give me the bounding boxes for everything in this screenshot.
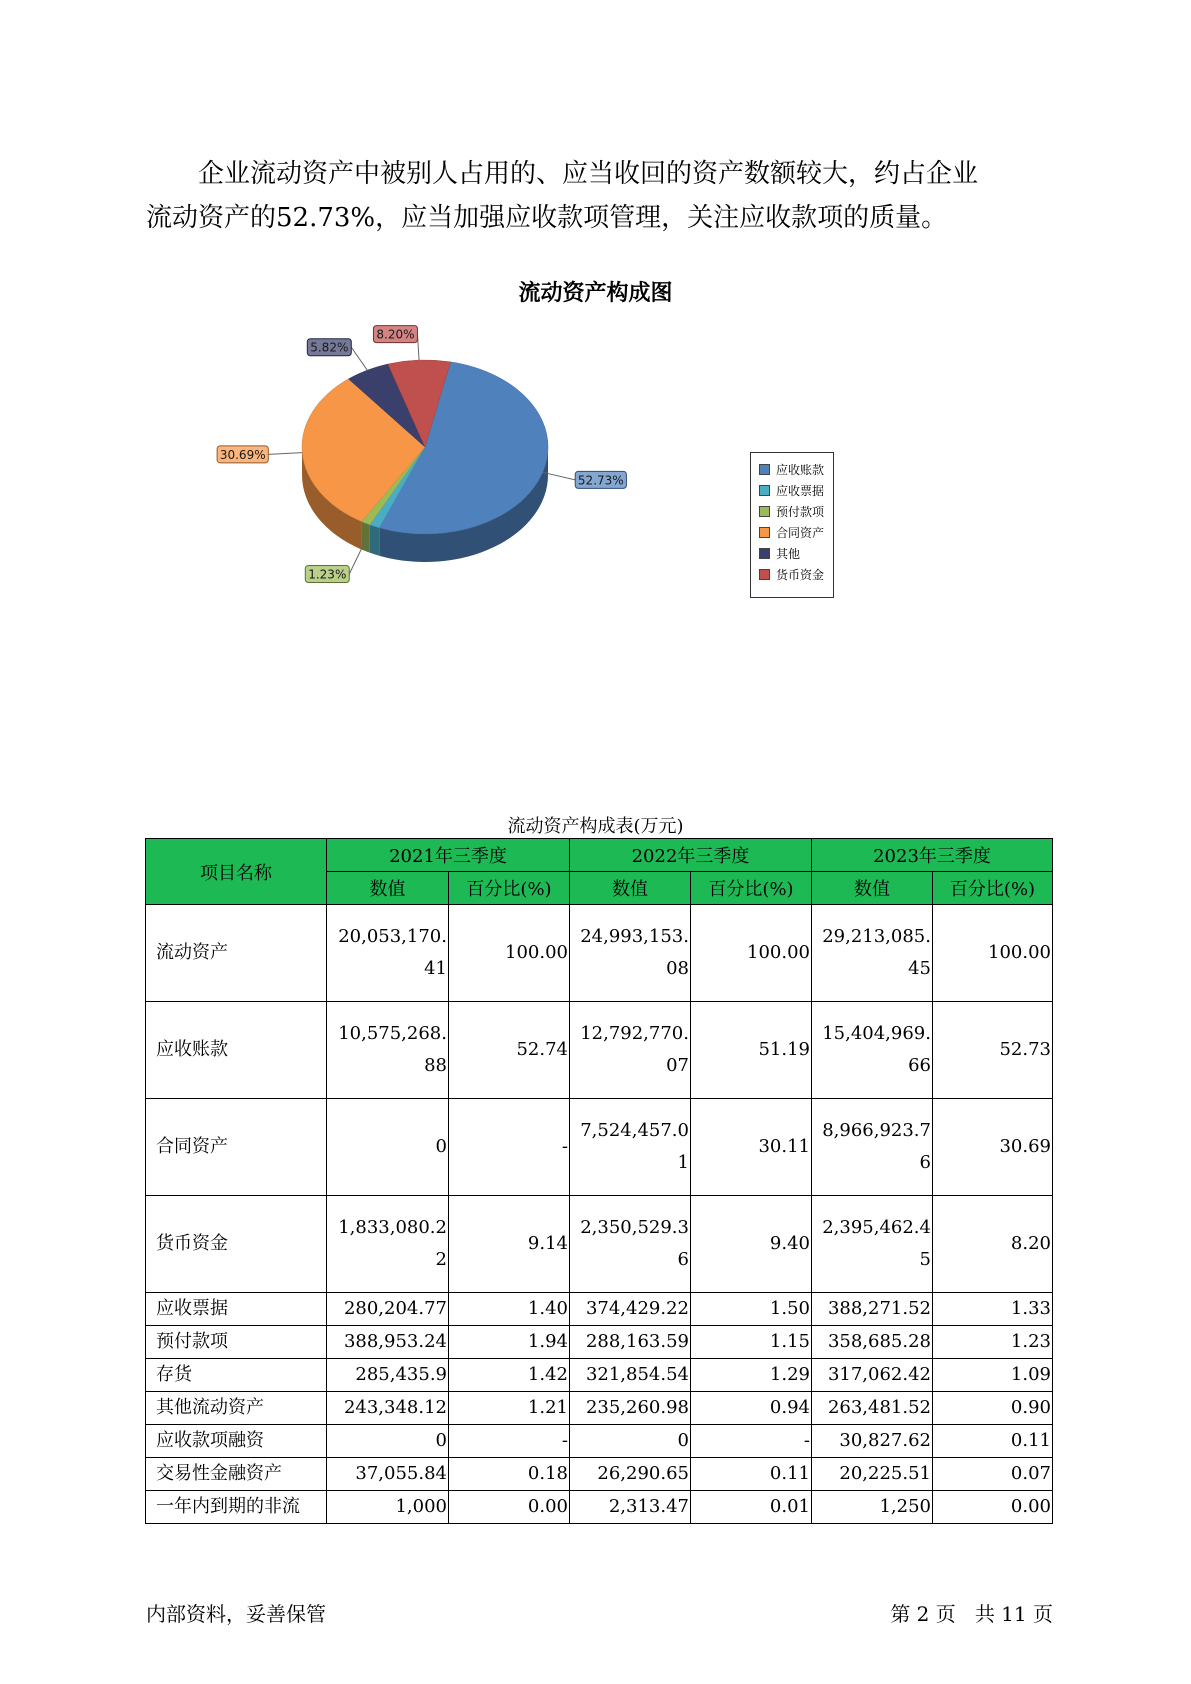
- cell-value: 29,213,085.45: [812, 905, 933, 1002]
- row-name: 一年内到期的非流: [146, 1491, 327, 1524]
- legend-swatch: [759, 527, 770, 538]
- legend-item: [759, 459, 833, 480]
- legend-label: 其他: [776, 547, 801, 561]
- cell-value: 26,290.65: [570, 1458, 691, 1491]
- cell-pct: 1.15: [691, 1326, 812, 1359]
- table-row: [146, 905, 1053, 1002]
- legend-label: 货币资金: [776, 568, 825, 582]
- cell-pct: 0.90: [933, 1392, 1053, 1425]
- header-pct: 百分比(%): [449, 872, 570, 905]
- cell-pct: 1.50: [691, 1293, 812, 1326]
- cell-pct: 9.14: [449, 1196, 570, 1293]
- legend-swatch: [759, 485, 770, 496]
- data-label: 8.20%: [376, 327, 415, 342]
- cell-pct: 0.94: [691, 1392, 812, 1425]
- row-name: 合同资产: [146, 1099, 327, 1196]
- cell-pct: 1.33: [933, 1293, 1053, 1326]
- cell-pct: 1.09: [933, 1359, 1053, 1392]
- cell-pct: 1.21: [449, 1392, 570, 1425]
- pie-slice-side: [370, 525, 379, 556]
- data-label: 52.73%: [577, 473, 624, 488]
- table-row: [146, 1326, 1053, 1359]
- cell-pct: 9.40: [691, 1196, 812, 1293]
- data-label-leader: [268, 453, 302, 455]
- cell-value: 10,575,268.88: [327, 1002, 449, 1099]
- cell-value: 280,204.77: [327, 1293, 449, 1326]
- cell-value: 321,854.54: [570, 1359, 691, 1392]
- data-label: 5.82%: [310, 340, 349, 355]
- row-name: 应收票据: [146, 1293, 327, 1326]
- header-pct: 百分比(%): [933, 872, 1053, 905]
- legend-label: 合同资产: [776, 526, 825, 540]
- data-label: 1.23%: [308, 567, 347, 582]
- cell-value: 0: [327, 1099, 449, 1196]
- cell-pct: 1.29: [691, 1359, 812, 1392]
- cell-value: 30,827.62: [812, 1425, 933, 1458]
- cell-pct: 52.73: [933, 1002, 1053, 1099]
- header-period-2023: 2023年三季度: [812, 839, 1053, 872]
- legend-item: [759, 480, 833, 501]
- table-row: [146, 1425, 1053, 1458]
- data-label-leader: [351, 347, 367, 370]
- cell-value: 2,350,529.36: [570, 1196, 691, 1293]
- cell-value: 235,260.98: [570, 1392, 691, 1425]
- row-name: 货币资金: [146, 1196, 327, 1293]
- cell-value: 24,993,153.08: [570, 905, 691, 1002]
- header-period-2022: 2022年三季度: [570, 839, 812, 872]
- cell-value: 358,685.28: [812, 1326, 933, 1359]
- legend-swatch: [759, 548, 770, 559]
- row-name: 流动资产: [146, 905, 327, 1002]
- cell-pct: 51.19: [691, 1002, 812, 1099]
- legend-swatch: [759, 464, 770, 475]
- legend-label: 预付款项: [776, 505, 825, 519]
- row-name: 存货: [146, 1359, 327, 1392]
- cell-pct: 1.23: [933, 1326, 1053, 1359]
- cell-pct: 0.11: [933, 1425, 1053, 1458]
- legend-item: [759, 564, 833, 585]
- chart-title: 流动资产构成图: [518, 280, 673, 306]
- cell-pct: 0.00: [449, 1491, 570, 1524]
- header-value: 数值: [327, 872, 449, 905]
- table-row: [146, 1392, 1053, 1425]
- table-row: [146, 1458, 1053, 1491]
- cell-value: 374,429.22: [570, 1293, 691, 1326]
- cell-value: 288,163.59: [570, 1326, 691, 1359]
- header-period-2021: 2021年三季度: [327, 839, 570, 872]
- cell-value: 388,271.52: [812, 1293, 933, 1326]
- table-row: [146, 1359, 1053, 1392]
- paragraph-line-2: 流动资产的52.73%，应当加强应收款项管理，关注应收款项的质量。: [146, 203, 948, 233]
- cell-value: 8,966,923.76: [812, 1099, 933, 1196]
- cell-pct: -: [691, 1425, 812, 1458]
- legend-swatch: [759, 506, 770, 517]
- cell-value: 263,481.52: [812, 1392, 933, 1425]
- pie-chart: [0, 320, 1191, 620]
- row-name: 交易性金融资产: [146, 1458, 327, 1491]
- legend-item: [759, 501, 833, 522]
- cell-value: 12,792,770.07: [570, 1002, 691, 1099]
- cell-value: 20,225.51: [812, 1458, 933, 1491]
- cell-value: 1,250: [812, 1491, 933, 1524]
- table-row: [146, 1002, 1053, 1099]
- header-value: 数值: [812, 872, 933, 905]
- cell-pct: 30.11: [691, 1099, 812, 1196]
- cell-value: 243,348.12: [327, 1392, 449, 1425]
- cell-pct: 0.01: [691, 1491, 812, 1524]
- cell-pct: 0.11: [691, 1458, 812, 1491]
- legend-item: [759, 522, 833, 543]
- header-item-name: 项目名称: [146, 839, 327, 905]
- legend-label: 应收票据: [776, 484, 825, 498]
- cell-value: 0: [327, 1425, 449, 1458]
- cell-pct: 30.69: [933, 1099, 1053, 1196]
- cell-value: 317,062.42: [812, 1359, 933, 1392]
- cell-value: 0: [570, 1425, 691, 1458]
- cell-pct: 100.00: [691, 905, 812, 1002]
- chart-legend: [750, 452, 834, 598]
- current-assets-table: [145, 838, 1053, 1524]
- header-value: 数值: [570, 872, 691, 905]
- cell-value: 37,055.84: [327, 1458, 449, 1491]
- footer-confidential: 内部资料，妥善保管: [146, 1602, 326, 1626]
- cell-pct: 1.94: [449, 1326, 570, 1359]
- cell-pct: 0.18: [449, 1458, 570, 1491]
- cell-value: 1,833,080.22: [327, 1196, 449, 1293]
- footer-page-number: 第 2 页 共 11 页: [890, 1602, 1053, 1626]
- cell-value: 2,313.47: [570, 1491, 691, 1524]
- row-name: 应收款项融资: [146, 1425, 327, 1458]
- cell-value: 285,435.9: [327, 1359, 449, 1392]
- header-pct: 百分比(%): [691, 872, 812, 905]
- cell-value: 388,953.24: [327, 1326, 449, 1359]
- cell-pct: 0.00: [933, 1491, 1053, 1524]
- row-name: 应收账款: [146, 1002, 327, 1099]
- table-row: [146, 1491, 1053, 1524]
- cell-pct: 8.20: [933, 1196, 1053, 1293]
- cell-pct: 52.74: [449, 1002, 570, 1099]
- cell-value: 15,404,969.66: [812, 1002, 933, 1099]
- paragraph-line-1: 企业流动资产中被别人占用的、应当收回的资产数额较大，约占企业: [198, 159, 979, 189]
- legend-item: [759, 543, 833, 564]
- table-caption: 流动资产构成表(万元): [507, 816, 684, 837]
- row-name: 其他流动资产: [146, 1392, 327, 1425]
- row-name: 预付款项: [146, 1326, 327, 1359]
- pie-slice-side: [362, 522, 370, 553]
- cell-pct: 100.00: [449, 905, 570, 1002]
- cell-value: 20,053,170.41: [327, 905, 449, 1002]
- table-row: [146, 1099, 1053, 1196]
- data-label: 30.69%: [219, 447, 266, 462]
- cell-pct: 1.40: [449, 1293, 570, 1326]
- table-row: [146, 1293, 1053, 1326]
- cell-pct: -: [449, 1099, 570, 1196]
- cell-value: 1,000: [327, 1491, 449, 1524]
- cell-pct: 100.00: [933, 905, 1053, 1002]
- cell-pct: -: [449, 1425, 570, 1458]
- cell-value: 2,395,462.45: [812, 1196, 933, 1293]
- cell-value: 7,524,457.01: [570, 1099, 691, 1196]
- table-row: [146, 1196, 1053, 1293]
- legend-swatch: [759, 569, 770, 580]
- cell-pct: 1.42: [449, 1359, 570, 1392]
- legend-label: 应收账款: [776, 463, 825, 477]
- cell-pct: 0.07: [933, 1458, 1053, 1491]
